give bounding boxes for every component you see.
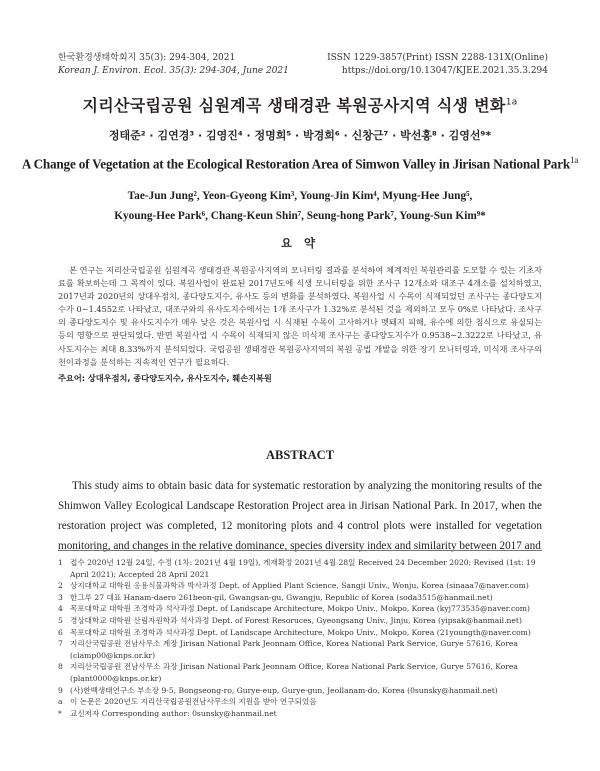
footnote [58,615,542,627]
footnote-text: 이 논문은 2020년도 지리산국립공원전남사무소의 지원을 받아 연구되었음 [70,697,317,707]
footnote-text: 지리산국립공원 전남사무소 계장 Jirisan National Park Jeonnam Office, Korea National Park Service, Gurye 57616, Korea (clamp00@knps.or.kr) [70,639,518,660]
footnotes [58,557,542,719]
summary-heading: 요 약 [280,236,320,250]
paper-title-en-text: A Change of Vegetation at the Ecological Restoration Area of Simwon Valley in Jirisan National Park [21,156,570,172]
footnote [58,627,542,639]
journal-citation [58,52,289,78]
footnote-text: 목포대학교 대학원 조경학과 석사과정 Dept. of Landscape Architecture, Mokpo Univ., Mokpo, Korea (21youngth@naver.com) [70,627,531,637]
footnote-text: (사)한백생태연구소 부소장 9-5, Bongseong-ro, Gurye-eup, Gurye-gun, Jeollanam-do, Korea (0sunsky@hanmail.net) [70,685,498,695]
abstract-heading: ABSTRACT [265,448,335,462]
footnote-text: 교신저자 Corresponding author: 0sunsky@hanmail.net [70,708,277,718]
footnote [58,638,542,661]
footnote-text: 접수 2020년 12월 24일, 수정 (1차: 2021년 4월 19일), 게재확정 2021년 4월 28일 Received 24 December 2020; Revised (1st: 19 April 2021); Accepted 28 April 2021 [70,558,536,579]
footnote-mark: 1 [58,558,63,567]
paper-title-en [0,155,600,172]
footnote-text: 지리산국립공원 전남사무소 과장 Jirisan National Park Jeonnam Office, Korea National Park Service, Gurye 57616, Korea (plant0000@knps.or.kr) [70,662,518,683]
footnote [58,557,542,580]
footnote [58,696,542,708]
footnote-text: 한그루 27 대표 Hanam-daero 261beon-gil, Gwangsan-gu, Gwangju, Republic of Korea (soda3515@hanmail.net) [70,592,493,602]
keywords: 주요어: 상대우점치, 종다양도지수, 유사도지수, 훼손지복원 [58,373,272,383]
footnote-text: 목포대학교 대학원 조경학과 석사과정 Dept. of Landscape Architecture, Mokpo Univ., Mokpo, Korea (kyj773535@naver.com) [70,604,530,614]
footnote-mark: 4 [58,604,63,614]
footnote-mark: 8 [58,662,63,672]
footnote-text: 경상대학교 대학원 산림자원학과 석사과정 Dept. of Forest Resoruces, Gyeongsang Univ., Jinju, Korea (yipsak@hanmail.net) [70,615,522,625]
footnote [58,685,542,697]
footnote-mark: 6 [58,627,63,637]
authors-ko: 정태준² · 김연경³ · 김영진⁴ · 정명희⁵ · 박경희⁶ · 신창근⁷ · 박선홍⁸ · 김영선⁹* [108,129,492,142]
issn: ISSN 1229-3857(Print) ISSN 2288-131X(Online) [327,53,548,63]
footnote [58,661,542,684]
footnote-mark: 9 [58,685,63,695]
footnote [58,603,542,615]
footnote-mark: 2 [58,581,63,591]
doi-link[interactable]: https://doi.org/10.13047/KJEE.2021.35.3.294 [341,66,548,76]
footnote [58,580,542,592]
title-ko-footnote-mark: 1a [505,97,518,108]
paper-title-ko-text: 지리산국립공원 심원계곡 생태경관 복원공사지역 식생 변화 [82,96,506,115]
journal-citation-en: Korean J. Environ. Ecol. 35(3): 294-304, June 2021 [58,66,289,76]
footnote-mark: * [58,708,62,718]
issn-doi [327,52,548,78]
paper-title-ko [0,93,600,116]
footnote-divider [58,550,542,551]
footnote-text: 상지대학교 대학원 응용식물과학과 박사과정 Dept. of Applied Plant Science, Sangji Univ., Wonju, Korea (sinaaa7@naver.com) [70,581,529,591]
title-en-footnote-mark: 1a [570,155,579,165]
footnote-mark: 7 [58,639,63,649]
journal-citation-ko: 한국환경생태학회지 35(3): 294-304, 2021 [58,53,236,63]
abstract-en: This study aims to obtain basic data for systematic restoration by analyzing the monitoring results of the Shimwon Valley Ecological Landscape Restoration Project area in Jirisan National Park. In 2017, when the restoration project was completed, 12 monitoring plots and 4 control plots were installed for vegetation monitoring, and changes in the relative dominance, species diversity index and similarity between 2017 and [58,480,542,552]
footnote-mark: 5 [58,615,63,625]
authors-en-line-1: Tae-Jun Jung², Yeon-Gyeong Kim³, Young-Jin Kim⁴, Myung-Hee Jung⁵, [127,190,473,202]
footnote-mark: 3 [58,592,63,602]
summary-ko: 본 연구는 지리산국립공원 심원계곡 생태경관 복원공사지역의 모니터링 결과를 분석하여 체계적인 복원관리를 도모할 수 있는 기초자료를 확보하는데 그 목적이 있다. 복원사업이 완료된 2017년도에 식생 모니터링을 위한 조사구 12개소와 대조구 4개소를 설치하였고, 2017년과 2020년의 상대우점치, 종다양도지수, 유사도 등의 변화를 분석하였다. 복원사업 시 수목이 식재되었던 조사구는 종다양도지수가 0∼1.4552로 나타났고, 대조구와의 유사도지수에서는 1개 조사구가 1.32%로 분석된 것을 제외하고 모두 0%로 나타났다. 조사구의 종다양도지수 및 유사도지수가 매우 낮은 것은 복원사업 시 식재된 수목이 고사하거나 멧돼지 피해, 유수에 의한 침식으로 유실되는 등의 영향으로 판단되었다. 반면 복원사업 시 수목이 식재되지 않은 미식재 조사구는 종다양도지수가 0.9538∼2.3222로 나타났고, 유사도지수는 최대 8.33%까지 분석되었다. 국립공원 생태경관 복원공사지역의 복원 공법 개발을 위한 장기 모니터링과, 미식재 조사구의 천이과정을 분석하는 지속적인 연구가 필요하다. [58,265,542,367]
authors-en [0,186,600,226]
footnote-mark: a [58,697,63,707]
footnote [58,708,542,720]
footnote [58,592,542,604]
authors-en-line-2: Kyoung-Hee Park⁶, Chang-Keun Shin⁷, Seung-hong Park⁷, Young-Sun Kim⁹* [114,210,486,222]
